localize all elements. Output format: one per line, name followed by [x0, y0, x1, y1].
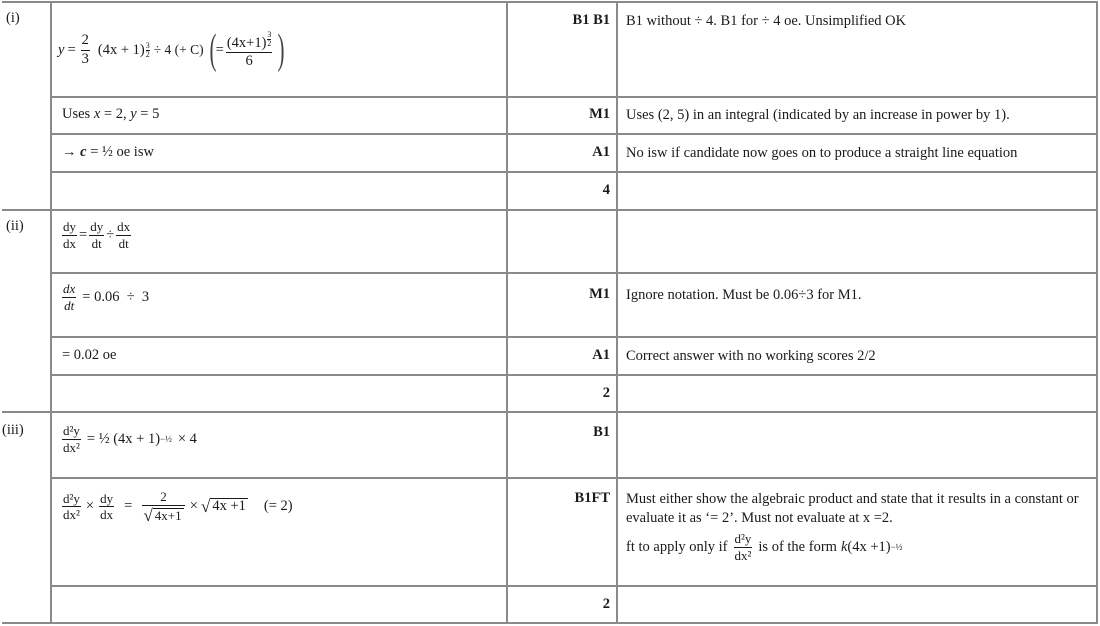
mark-column-divider — [506, 1, 508, 624]
denominator: dx — [100, 507, 114, 523]
text: is of the form — [758, 538, 837, 555]
alt-exponent — [267, 31, 271, 48]
text: = ½ oe isw — [86, 144, 154, 160]
working-uses-point — [62, 106, 502, 123]
part-label-i: (i) — [6, 10, 20, 26]
table-bottom-border — [2, 622, 1098, 624]
fraction-dy-dx — [99, 492, 114, 522]
fraction-dy-dx — [62, 220, 77, 250]
guidance-text: Uses (2, 5) in an integral (indicated by an increase in power by 1). — [626, 107, 1010, 123]
part-label-ii: (ii) — [6, 218, 24, 234]
row-divider — [51, 336, 1098, 338]
mark-total: 2 — [602, 385, 610, 401]
text: = ½ (4x + 1) — [86, 430, 161, 447]
row-divider — [51, 272, 1098, 274]
mark-a1: A1 — [592, 144, 610, 160]
working-dx-dt — [60, 282, 500, 312]
guidance-column-divider — [616, 1, 618, 624]
radicand: 4x +1 — [212, 498, 246, 515]
fraction-dx-dt — [62, 282, 76, 312]
coefficient-fraction — [81, 33, 90, 66]
numerator: dy — [90, 219, 104, 234]
denominator: dx — [63, 235, 76, 251]
base-expression: (4x + 1) — [97, 41, 145, 58]
numerator: d²y — [734, 531, 752, 546]
result: (= 2) — [263, 498, 293, 515]
guidance-text: B1 without ÷ 4. B1 for ÷ 4 oe. Unsimplified OK — [626, 13, 907, 29]
text: = 2, — [100, 106, 131, 122]
divide: ÷ — [106, 226, 115, 243]
text: × 4 — [177, 430, 197, 447]
var-y: y — [58, 41, 65, 58]
denominator: dt — [91, 235, 102, 251]
working-chain-rule — [60, 220, 500, 250]
text: ft to apply only if — [626, 538, 728, 555]
working-constant — [62, 144, 502, 161]
numerator: d²y — [63, 423, 80, 438]
denominator: dt — [118, 235, 129, 251]
sqrt-denominator — [143, 506, 183, 524]
alt-base: (4x+1) — [226, 34, 267, 51]
times: × — [189, 498, 198, 515]
radicand: 4x+1 — [154, 508, 182, 524]
mark-total: 4 — [602, 182, 610, 198]
guidance-text: No isw if candidate now goes on to produce a straight line equation — [626, 145, 1018, 161]
alt-equals: = — [215, 41, 224, 58]
row-divider — [51, 133, 1098, 135]
left-paren: ( — [209, 27, 217, 73]
exponent-fraction — [146, 42, 150, 59]
label-column-divider — [50, 1, 52, 624]
sqrt-expression — [201, 498, 248, 515]
var-y: y — [130, 106, 137, 122]
equals: = — [67, 41, 76, 58]
table-right-border — [1096, 1, 1098, 624]
var-x: x — [93, 106, 101, 122]
table-top-border — [2, 1, 1098, 3]
equals: = — [124, 498, 133, 515]
text: = 0.06 ÷ 3 — [82, 288, 150, 305]
exponent: −½ — [890, 541, 903, 552]
mark-b1ft: B1FT — [574, 490, 610, 506]
numerator: dx — [117, 219, 131, 234]
guidance-ft-condition — [626, 532, 1092, 562]
mark-m1: M1 — [589, 286, 610, 302]
alt-denominator: 6 — [245, 53, 253, 69]
fraction-denominator: 3 — [81, 50, 89, 67]
alt-numerator — [226, 31, 273, 53]
part-label-iii: (iii) — [2, 422, 24, 438]
alt-exp-num: 3 — [267, 29, 272, 39]
numerator: d²y — [63, 490, 80, 506]
guidance-text: Correct answer with no working scores 2/2 — [626, 348, 876, 364]
numerator: dy — [63, 219, 76, 234]
guidance-text: Must either show the algebraic product and state that it results in a constant or evaluate it as ‘= 2’. Must not evaluate at x =2. — [626, 491, 1079, 526]
sqrt-icon: √ — [143, 505, 153, 525]
var-k: k — [840, 538, 848, 555]
guidance-text: Ignore notation. Must be 0.06÷3 for M1. — [626, 287, 862, 303]
working-product — [60, 490, 500, 524]
working-answer: = 0.02 oe — [62, 347, 117, 363]
divide-constant: ÷ 4 (+ C) — [153, 42, 204, 57]
arrow-icon: → — [62, 144, 77, 160]
alt-fraction — [226, 31, 273, 69]
fraction-dy-dt — [89, 220, 104, 250]
times: × — [85, 498, 95, 515]
row-divider — [51, 171, 1098, 173]
fraction-dx-dt — [116, 220, 131, 250]
equals: = — [79, 226, 88, 243]
working-second-derivative — [60, 424, 500, 454]
numerator: 2 — [142, 490, 185, 506]
sqrt-icon: √ — [200, 497, 211, 517]
section-divider — [2, 411, 1098, 413]
mark-a1: A1 — [592, 347, 610, 363]
row-divider — [51, 96, 1098, 98]
mark-b1-b1: B1 B1 — [572, 12, 610, 28]
denominator: dt — [64, 297, 75, 313]
mark-m1: M1 — [589, 106, 610, 122]
fraction-d2y-dx2 — [62, 424, 81, 454]
fraction-2-over-root — [142, 490, 185, 524]
section-divider — [2, 209, 1098, 211]
denominator: dx² — [63, 507, 80, 523]
text: Uses — [62, 106, 94, 122]
working-integral — [58, 8, 498, 92]
exponent-denominator: 2 — [145, 49, 150, 59]
fraction-d2y-dx2 — [62, 492, 81, 522]
exponent: −½ — [160, 434, 172, 445]
row-divider — [51, 477, 1098, 479]
var-c: c — [80, 144, 87, 160]
row-divider — [51, 585, 1098, 587]
text: = 5 — [136, 106, 160, 122]
denominator: dx² — [734, 547, 752, 563]
alt-exp-den: 2 — [267, 38, 272, 48]
numerator: dy — [100, 490, 114, 506]
mark-total: 2 — [602, 596, 610, 612]
exponent-numerator: 3 — [145, 40, 150, 50]
base-expression: (4x +1) — [847, 538, 891, 555]
right-paren: ) — [277, 27, 285, 73]
mark-b1: B1 — [593, 424, 610, 440]
fraction-d2y-dx2 — [734, 532, 753, 562]
row-divider — [51, 374, 1098, 376]
denominator: dx² — [63, 439, 80, 455]
fraction-numerator: 2 — [81, 33, 90, 50]
numerator: dx — [63, 281, 76, 296]
